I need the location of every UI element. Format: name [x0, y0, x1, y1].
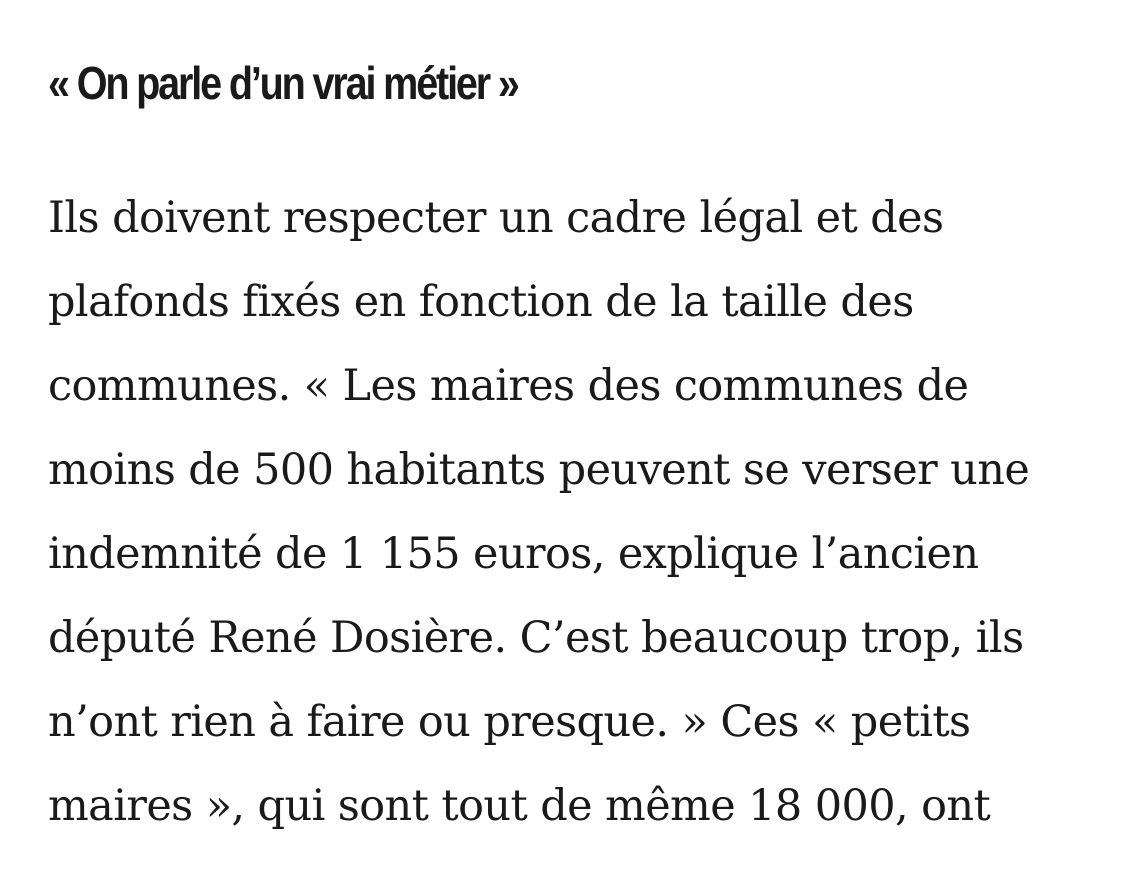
paragraph-line: député René Dosière. C’est beaucoup trop, ils [48, 613, 1024, 663]
article-paragraph [48, 176, 1029, 848]
paragraph-line: moins de 500 habitants peuvent se verser une [48, 445, 1030, 495]
paragraph-line: communes. « Les maires des communes de [48, 361, 969, 411]
section-subheading: « On parle d’un vrai métier » [48, 57, 518, 109]
paragraph-line: indemnité de 1 155 euros, explique l’ancien [48, 529, 979, 579]
paragraph-line: maires », qui sont tout de même 18 000, ont [48, 781, 991, 831]
paragraph-line: plafonds fixés en fonction de la taille des [48, 277, 914, 327]
paragraph-line: n’ont rien à faire ou presque. » Ces « petits [48, 697, 971, 747]
paragraph-line: Ils doivent respecter un cadre légal et des [48, 193, 944, 243]
